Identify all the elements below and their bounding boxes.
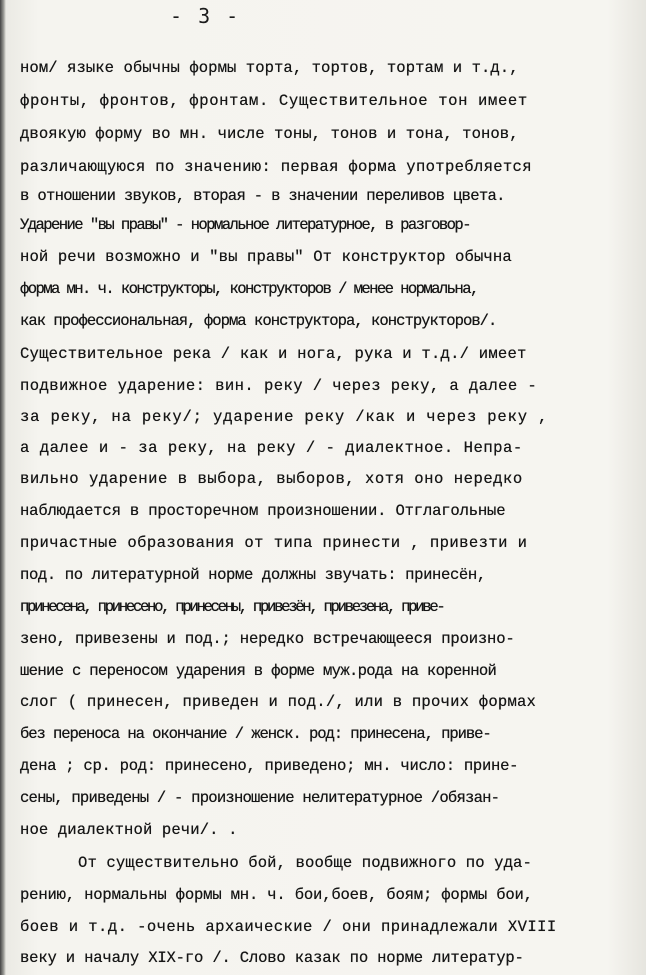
text-line: Ударение "вы правы" - нормальное литературное, в разговор- (20, 216, 470, 234)
text-line: форма мн. ч. конструкторы, конструкторов / менее нормальна, (20, 280, 478, 298)
text-line: без переноса на окончание / женск. род: принесена, приве- (20, 725, 491, 743)
text-line: вильно ударение в выбора, выборов, хотя оно нередко (20, 470, 523, 488)
text-line: слог ( принесен, приведен и под./, или в прочих формах (20, 693, 537, 711)
text-line: принесена, принесено, принесены, привезён, привезена, приве- (20, 598, 444, 616)
text-line: ном/ языке обычны формы торта, тортов, тортам и т.д., (20, 59, 519, 77)
text-line: зено, привезены и под.; нередко встречающееся произно- (20, 630, 515, 648)
text-line: ной речи возможно и "вы правы" От конструктор обычна (20, 248, 512, 266)
text-line: различающуюся по значению: первая форма употребляется (20, 158, 532, 176)
text-line: причастные образования от типа принести , привезти и (20, 534, 528, 552)
text-line: в отношении звуков, вторая - в значении переливов цвета. (20, 187, 505, 205)
text-line: двоякую форму во мн. числе тоны, тонов и тона, тонов, (20, 125, 519, 143)
text-line-indented: От существительно бой, вообще подвижного по уда- (78, 854, 532, 872)
text-line: боев и т.д. -очень архаические / они принадлежали XVIII (20, 918, 557, 936)
text-line: подвижное ударение: вин. реку / через реку, а далее - (20, 377, 538, 395)
text-line: шение с переносом ударения в форме муж.рода на коренной (20, 662, 497, 680)
text-line: Существительное река / как и нога, рука и т.д./ имеет (20, 345, 527, 363)
text-line: за реку, на реку/; ударение реку /как и через реку , (20, 408, 549, 426)
text-line: фронты, фронтов, фронтам. Существительное тон имеет (20, 92, 528, 110)
text-line: сены, приведены / - произношение нелитературное /обязан- (20, 789, 500, 807)
text-line: а далее и - за реку, на реку / - диалектное. Непра- (20, 439, 523, 457)
text-line: дена ; ср. род: принесено, приведено; мн. число: прине- (20, 757, 519, 775)
scan-edge (0, 0, 6, 975)
text-line: рению, нормальны формы мн. ч. бои,боев, боям; формы бои, (20, 886, 533, 904)
page-number: - 3 - (170, 4, 241, 28)
text-line: ное диалектной речи/. . (20, 821, 238, 839)
text-line: под. по литературной норме должны звучать: принесён, (20, 566, 486, 584)
text-line: как профессиональная, форма конструктора, конструкторов/. (20, 312, 497, 330)
text-line: веку и началу XIX-го /. Слово казак по норме литератур- (20, 949, 524, 967)
text-line: наблюдается в просторечном произношении. Отглагольные (20, 502, 506, 520)
